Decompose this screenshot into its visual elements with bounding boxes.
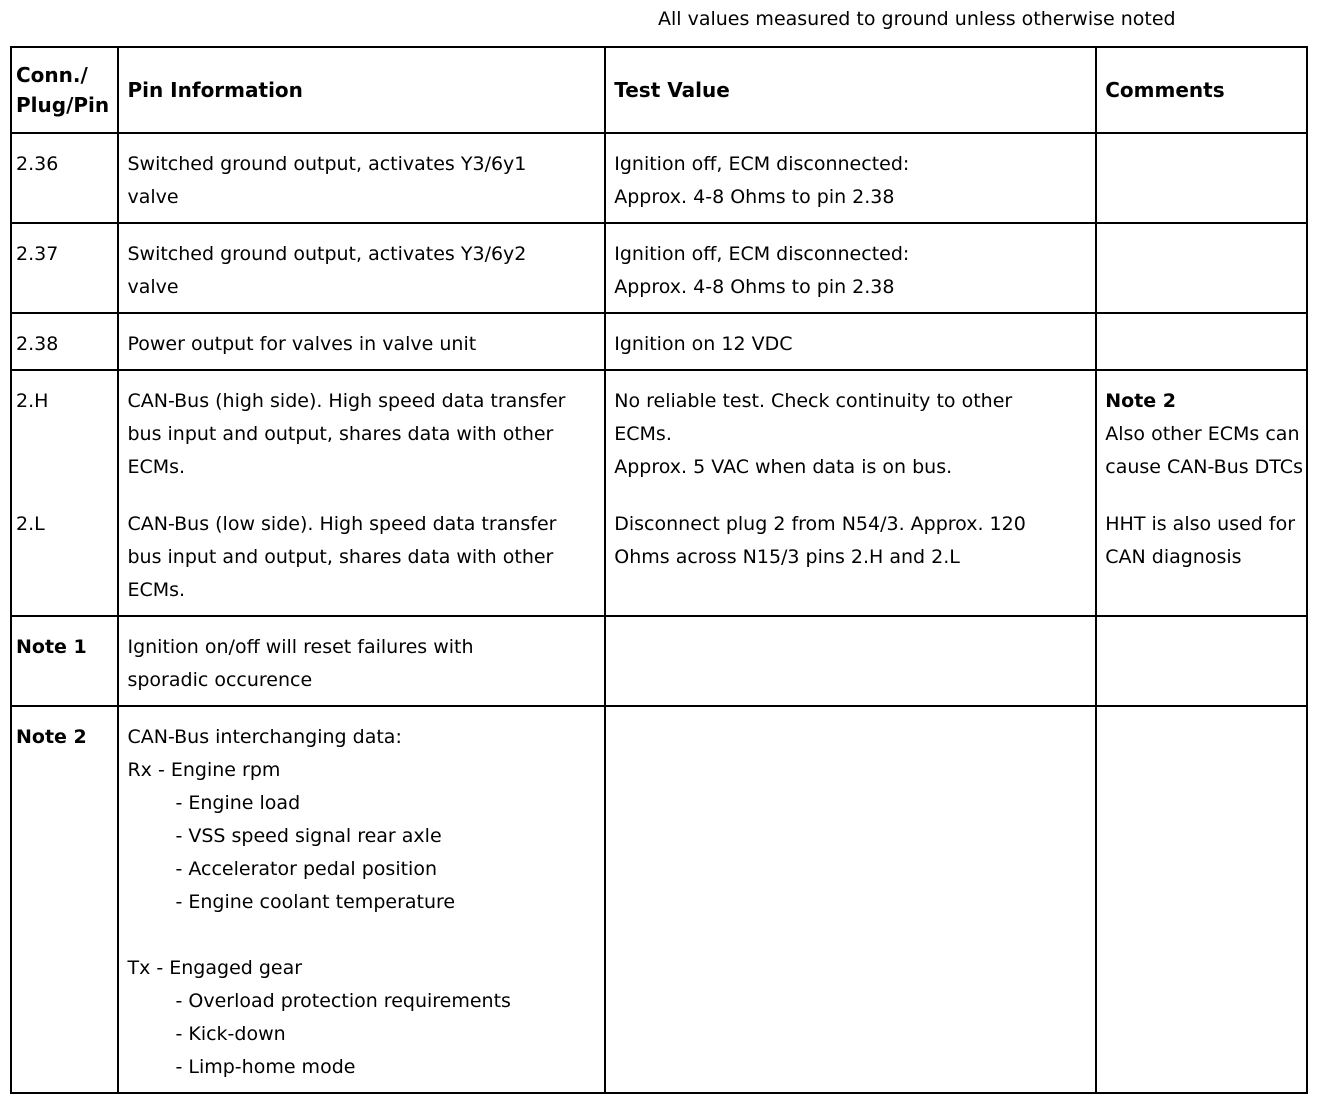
text-line: sporadic occurence xyxy=(127,669,313,691)
text-line: CAN-Bus interchanging data: xyxy=(127,726,402,748)
comments-cell xyxy=(1096,223,1307,313)
list-item: - Kick-down xyxy=(175,1023,286,1045)
comments-cell xyxy=(1096,133,1307,223)
text-line: Approx. 4-8 Ohms to pin 2.38 xyxy=(614,276,895,298)
text-line: Also other ECMs can xyxy=(1105,423,1300,445)
table-row xyxy=(11,616,1307,706)
note-label: Note 2 xyxy=(11,706,118,1093)
text-line: Approx. 4-8 Ohms to pin 2.38 xyxy=(614,186,895,208)
text-line: Switched ground output, activates Y3/6y2 xyxy=(127,243,527,265)
tx-heading: Tx - Engaged gear xyxy=(127,957,303,979)
text-line: CAN-Bus (low side). High speed data transfer xyxy=(127,513,557,535)
text-line: HHT is also used for xyxy=(1105,513,1296,535)
table-header-row xyxy=(11,47,1307,133)
table-row xyxy=(11,706,1307,1093)
list-item: - Overload protection requirements xyxy=(175,990,511,1012)
pin-2h: 2.H xyxy=(16,390,49,412)
list-item: - Accelerator pedal position xyxy=(175,858,437,880)
header-test-value: Test Value xyxy=(605,47,1096,133)
test-value xyxy=(605,133,1096,223)
pin-number: 2.36 xyxy=(11,133,118,223)
pin-information xyxy=(118,370,605,616)
text-line: ECMs. xyxy=(127,579,186,601)
text-line: ECMs. xyxy=(127,456,186,478)
test-value xyxy=(605,616,1096,706)
pin-2l: 2.L xyxy=(16,513,45,535)
text-line: Approx. 5 VAC when data is on bus. xyxy=(614,456,953,478)
comments-cell xyxy=(1096,370,1307,616)
list-item: - Engine load xyxy=(175,792,301,814)
text-line: CAN-Bus (high side). High speed data transfer xyxy=(127,390,566,412)
list-item: - Engine coolant temperature xyxy=(175,891,456,913)
pin-information xyxy=(118,616,605,706)
table-row xyxy=(11,370,1307,616)
comment-note-ref: Note 2 xyxy=(1105,390,1177,412)
pin-number: 2.37 xyxy=(11,223,118,313)
text-line: valve xyxy=(127,186,179,208)
text-line: bus input and output, shares data with other xyxy=(127,546,554,568)
text-line: No reliable test. Check continuity to other xyxy=(614,390,1013,412)
test-value xyxy=(605,370,1096,616)
text-line: valve xyxy=(127,276,179,298)
pin-information xyxy=(118,223,605,313)
comments-cell xyxy=(1096,616,1307,706)
test-value: Ignition on 12 VDC xyxy=(605,313,1096,370)
pin-information xyxy=(118,133,605,223)
comments-cell xyxy=(1096,313,1307,370)
text-line: cause CAN-Bus DTCs xyxy=(1105,456,1303,478)
pin-number xyxy=(11,370,118,616)
text-line: Ohms across N15/3 pins 2.H and 2.L xyxy=(614,546,960,568)
note-label: Note 1 xyxy=(11,616,118,706)
list-item: - Limp-home mode xyxy=(175,1056,356,1078)
header-conn-line1: Conn./ xyxy=(16,63,88,87)
table-row xyxy=(11,313,1307,370)
pin-number: 2.38 xyxy=(11,313,118,370)
text-line: bus input and output, shares data with other xyxy=(127,423,554,445)
text-line: Ignition on/off will reset failures with xyxy=(127,636,474,658)
text-line: ECMs. xyxy=(614,423,672,445)
text-line: CAN diagnosis xyxy=(1105,546,1242,568)
measurement-note: All values measured to ground unless otherwise noted xyxy=(658,8,1176,30)
list-item: - VSS speed signal rear axle xyxy=(175,825,442,847)
text-line: Ignition off, ECM disconnected: xyxy=(614,243,910,265)
table-row xyxy=(11,133,1307,223)
header-comments: Comments xyxy=(1096,47,1307,133)
header-conn-line2: Plug/Pin xyxy=(16,93,110,117)
header-pin-information: Pin Information xyxy=(118,47,605,133)
rx-heading: Rx - Engine rpm xyxy=(127,759,281,781)
text-line: Disconnect plug 2 from N54/3. Approx. 120 xyxy=(614,513,1026,535)
comments-cell xyxy=(1096,706,1307,1093)
pin-information xyxy=(118,706,605,1093)
header-conn-plug-pin xyxy=(11,47,118,133)
text-line: Ignition off, ECM disconnected: xyxy=(614,153,910,175)
test-value xyxy=(605,706,1096,1093)
table-row xyxy=(11,223,1307,313)
pin-information: Power output for valves in valve unit xyxy=(118,313,605,370)
test-value xyxy=(605,223,1096,313)
pin-test-table xyxy=(10,46,1308,1094)
text-line: Switched ground output, activates Y3/6y1 xyxy=(127,153,527,175)
